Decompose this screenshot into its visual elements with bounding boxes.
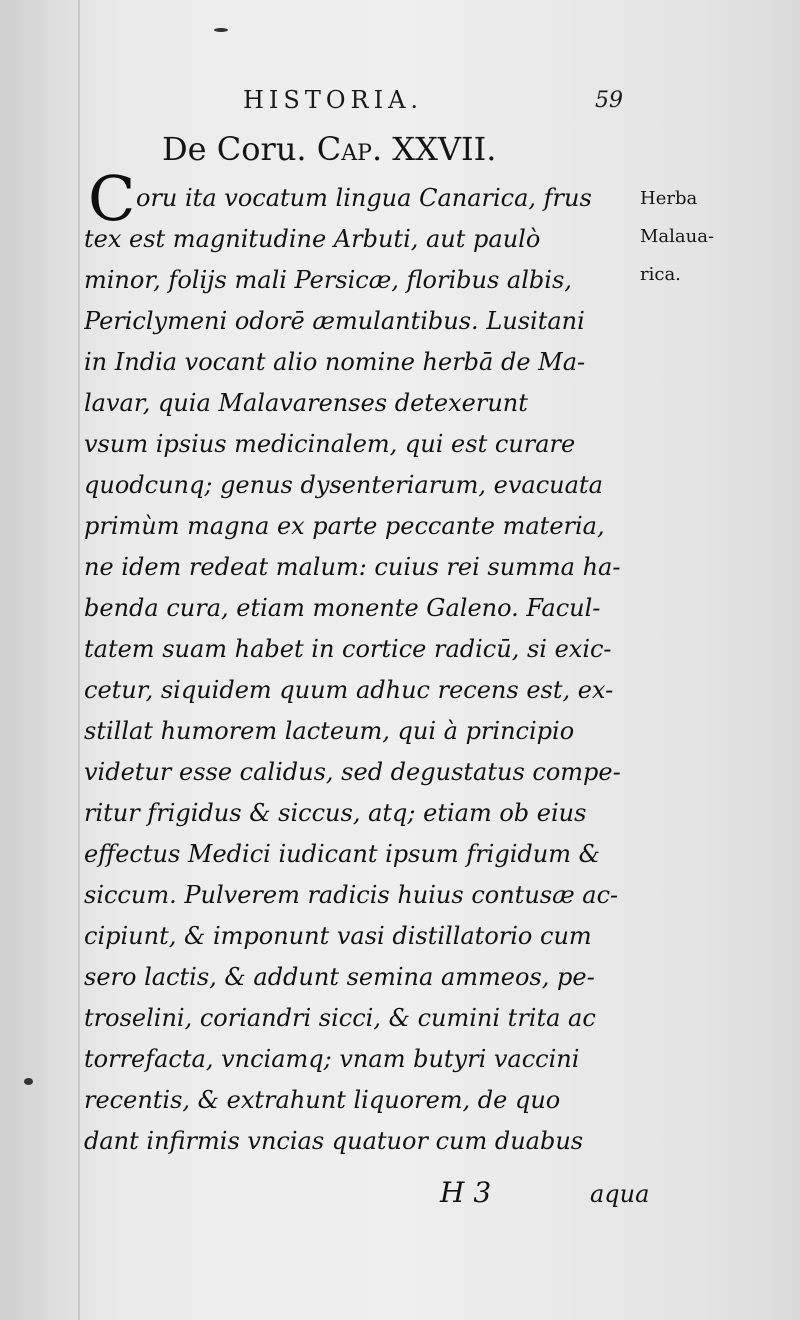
page-edge-shadow — [78, 0, 80, 1320]
ink-speck — [24, 1078, 33, 1085]
text-line: quodcunq; genus dysenteriarum, evacuata — [84, 471, 603, 499]
text-line: cetur, siquidem quum adhuc recens est, ex- — [84, 676, 614, 704]
page-number: 59 — [595, 88, 623, 113]
chapter-number: Cap. XXVII. — [316, 130, 497, 168]
body-text — [84, 178, 644, 1162]
drop-capital: C — [88, 162, 136, 235]
text-line: dant infirmis vncias quatuor cum duabus — [84, 1127, 584, 1155]
text-line: tex est magnitudine Arbuti, aut paulò — [84, 225, 541, 253]
running-head — [0, 86, 800, 126]
text-line: stillat humorem lacteum, qui à principio — [84, 717, 575, 745]
running-title: HISTORIA. — [243, 86, 424, 114]
marginal-note-line: rica. — [640, 264, 681, 285]
text-line: siccum. Pulverem radicis huius contusæ ac- — [84, 881, 619, 909]
text-line: vsum ipsius medicinalem, qui est curare — [84, 430, 576, 458]
chapter-title: De Coru. — [162, 130, 307, 168]
ink-speck — [214, 28, 228, 32]
catchword: aqua — [590, 1180, 650, 1208]
marginal-note-line: Herba — [640, 188, 698, 209]
text-line: torrefacta, vnciamq; vnam butyri vaccini — [84, 1045, 580, 1073]
text-line: tatem suam habet in cortice radicū, si exic- — [84, 635, 612, 663]
text-line: troselini, coriandri sicci, & cumini trita ac — [84, 1004, 596, 1032]
text-line: benda cura, etiam monente Galeno. Facul- — [84, 594, 601, 622]
text-line: ne idem redeat malum: cuius rei summa ha- — [84, 553, 621, 581]
text-line: ritur frigidus & siccus, atq; etiam ob eius — [84, 799, 587, 827]
text-line: lavar, quia Malavarenses detexerunt — [84, 389, 528, 417]
chapter-heading — [162, 130, 496, 168]
marginal-note — [640, 180, 770, 294]
text-line: recentis, & extrahunt liquorem, de quo — [84, 1086, 561, 1114]
text-line: minor, folijs mali Persicæ, floribus albis, — [84, 266, 572, 294]
text-line: in India vocant alio nomine herbā de Ma- — [84, 348, 586, 376]
text-line: primùm magna ex parte peccante materia, — [84, 512, 605, 540]
text-line: cipiunt, & imponunt vasi distillatorio cum — [84, 922, 592, 950]
signature-mark: H 3 — [440, 1176, 492, 1209]
text-line: videtur esse calidus, sed degustatus compe- — [84, 758, 621, 786]
text-line: Periclymeni odorē æmulantibus. Lusitani — [84, 307, 585, 335]
marginal-note-line: Malaua- — [640, 226, 715, 247]
text-line: oru ita vocatum lingua Canarica, frus — [136, 184, 592, 212]
text-line: sero lactis, & addunt semina ammeos, pe- — [84, 963, 595, 991]
text-line: effectus Medici iudicant ipsum frigidum & — [84, 840, 600, 868]
